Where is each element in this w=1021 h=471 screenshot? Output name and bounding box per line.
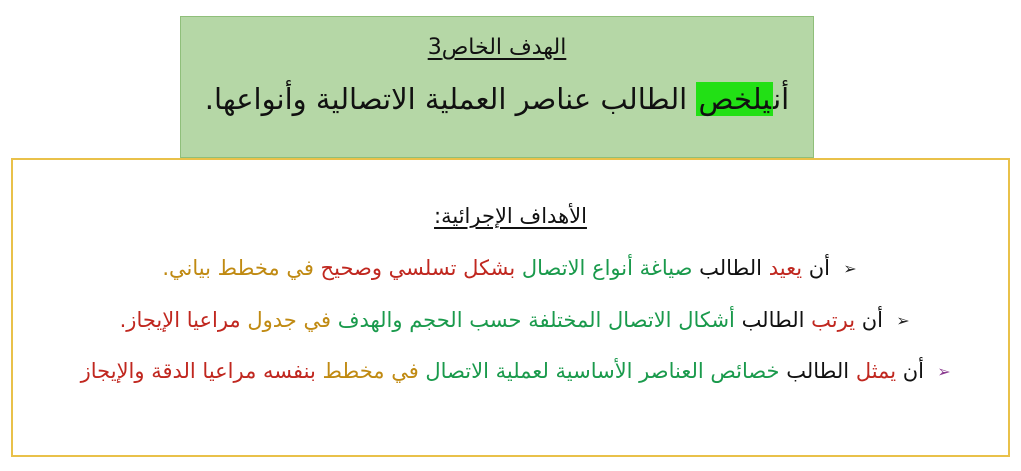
procedural-objectives-box xyxy=(11,158,1010,457)
objective-item-3 xyxy=(81,359,954,383)
statement-prefix: أن xyxy=(773,82,790,116)
specific-objective-box xyxy=(180,16,814,158)
objective-1-content: صياغة أنواع الاتصال xyxy=(521,256,693,280)
arrow-bullet-icon: ➢ xyxy=(896,310,910,330)
objective-2-criterion: مراعيا الإيجاز. xyxy=(119,308,241,332)
specific-objective-statement xyxy=(181,82,813,116)
objective-3-subject: الطالب xyxy=(786,359,850,383)
objective-2-content: أشكال الاتصال المختلفة حسب الحجم والهدف xyxy=(337,308,735,332)
statement-rest: الطالب عناصر العملية الاتصالية وأنواعها. xyxy=(204,82,688,116)
objective-3-in: في xyxy=(391,359,419,383)
objective-1-part-1: أن xyxy=(808,256,830,280)
objective-3-verb: يمثل xyxy=(855,359,897,383)
specific-objective-title: الهدف الخاص3 xyxy=(427,35,567,60)
objective-2-subject: الطالب xyxy=(741,308,805,332)
procedural-objectives-heading xyxy=(13,204,1008,228)
arrow-bullet-icon: ➢ xyxy=(843,258,857,278)
objective-1-subject: الطالب xyxy=(699,256,763,280)
objective-3-criterion: بنفسه مراعيا الدقة والإيجاز xyxy=(80,359,316,383)
objective-2-verb: يرتب xyxy=(811,308,856,332)
arrow-bullet-icon: ➢ xyxy=(937,361,951,381)
objective-2-in: في xyxy=(303,308,331,332)
objective-2-part-1: أن xyxy=(861,308,883,332)
objective-item-2 xyxy=(120,308,913,332)
statement-highlight-verb: يلخص xyxy=(698,82,772,116)
procedural-objectives-heading-text: الأهداف الإجرائية: xyxy=(434,204,587,228)
objective-item-1 xyxy=(162,256,860,280)
objective-1-verb: يعيد xyxy=(768,256,803,280)
objective-2-condition: جدول xyxy=(247,308,297,332)
objective-1-criterion: بشكل تسلسي وصحيح xyxy=(320,256,516,280)
objective-3-part-1: أن xyxy=(902,359,924,383)
objective-3-condition: مخطط xyxy=(322,359,385,383)
objective-1-in: في xyxy=(286,256,314,280)
objective-1-condition: مخطط بياني. xyxy=(162,256,280,280)
objective-3-content: خصائص العناصر الأساسية لعملية الاتصال xyxy=(425,359,780,383)
